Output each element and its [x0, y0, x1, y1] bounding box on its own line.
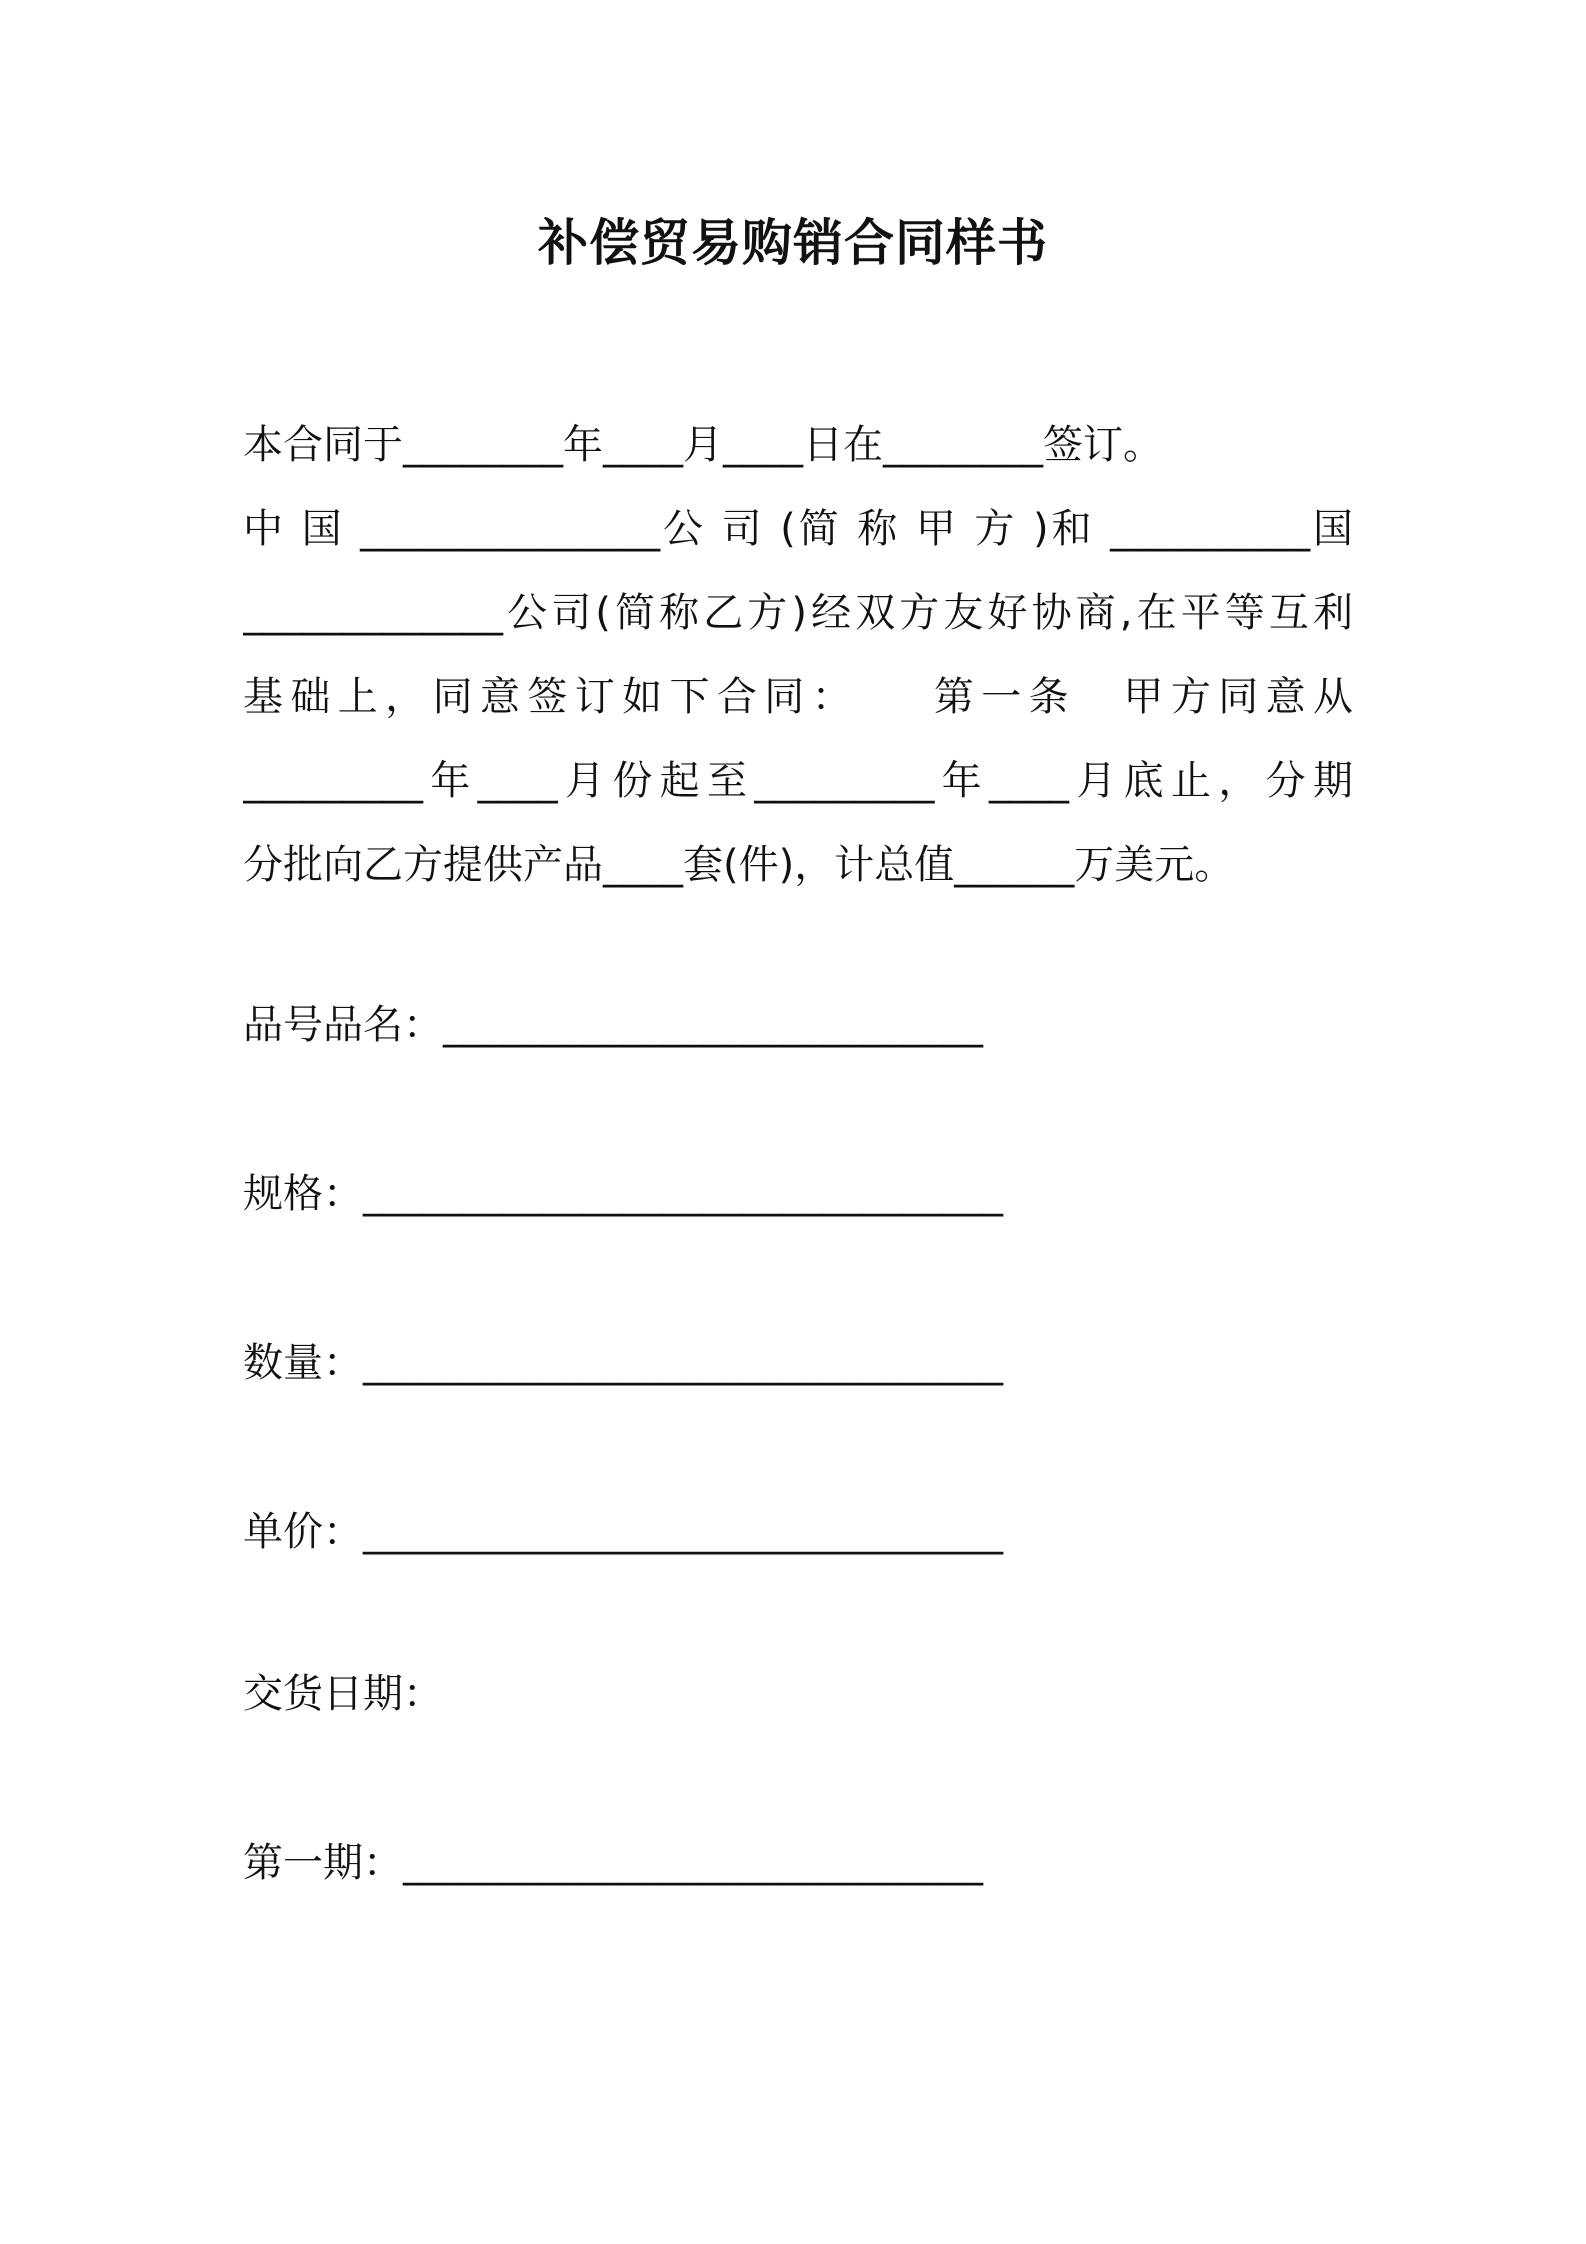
field-unit-price [243, 1502, 1003, 1562]
field-delivery-date [243, 1664, 443, 1724]
field-blank: ___________________________ [443, 1002, 983, 1048]
field-product-name [243, 995, 983, 1055]
paragraph-line: 分批向乙方提供产品____套(件)，计总值______万美元。 [243, 842, 1235, 888]
field-label: 数量： [243, 1340, 363, 1386]
field-blank: ________________________________ [363, 1340, 1003, 1386]
field-blank: ________________________________ [363, 1509, 1003, 1555]
field-label: 第一期： [243, 1840, 403, 1886]
contract-intro-paragraph [243, 403, 1353, 907]
field-label: 交货日期： [243, 1671, 443, 1717]
paragraph-line: 中 国 _______________公 司 (简 称 甲 方 )和 __________国 [243, 506, 1353, 552]
field-quantity [243, 1333, 1003, 1393]
field-label: 品号品名： [243, 1002, 443, 1048]
paragraph-line: 本合同于________年____月____日在________签订。 [243, 422, 1163, 468]
field-label: 单价： [243, 1509, 363, 1555]
field-blank: _____________________________ [403, 1840, 983, 1886]
paragraph-line: 基础上，同意签订如下合同： 第一条 甲方同意从 [243, 674, 1353, 720]
document-title: 补偿贸易购销合同样书 [538, 214, 1048, 272]
paragraph-line: _________年____月份起至_________年____月底止，分期 [243, 758, 1353, 804]
field-first-period [243, 1833, 983, 1893]
field-blank: ________________________________ [363, 1171, 1003, 1217]
paragraph-line: _____________公司(简称乙方)经双方友好协商,在平等互利 [243, 590, 1353, 636]
field-label: 规格： [243, 1171, 363, 1217]
field-specification [243, 1164, 1003, 1224]
